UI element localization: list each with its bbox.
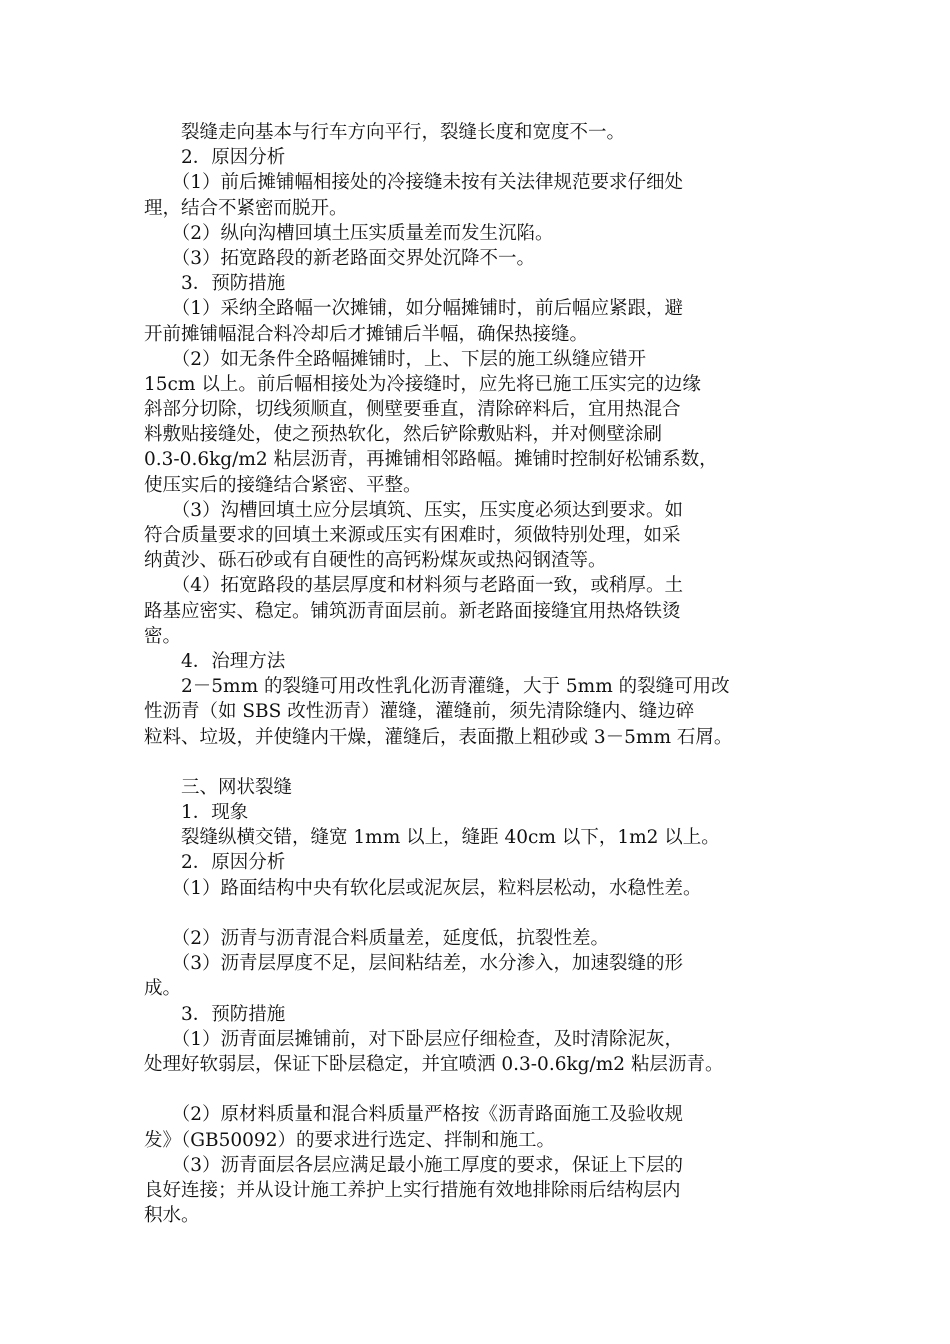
text-line: 0.3-0.6kg/m2 粘层沥青，再摊铺相邻路幅。摊铺时控制好松铺系数， xyxy=(144,449,718,471)
text-line: 性沥青（如 SBS 改性沥青）灌缝，灌缝前，须先清除缝内、缝边碎 xyxy=(144,701,695,723)
text-line: （1）采纳全路幅一次摊铺，如分幅摊铺时，前后幅应紧跟，避 xyxy=(144,298,684,320)
text-line: 粒料、垃圾，并使缝内干燥，灌缝后，表面撒上粗砂或 3－5mm 石屑。 xyxy=(144,726,733,748)
text-line: 符合质量要求的回填土来源或压实有困难时，须做特别处理，如采 xyxy=(144,525,681,546)
text-line: 1．现象 xyxy=(144,802,249,824)
text-line: （4）拓宽路段的基层厚度和材料须与老路面一致，或稍厚。土 xyxy=(144,575,684,597)
text-line: 料敷贴接缝处，使之预热软化，然后铲除敷贴料，并对侧壁涂刷 xyxy=(144,424,663,446)
text-line: 处理好软弱层，保证下卧层稳定，并宜喷洒 0.3-0.6kg/m2 粘层沥青。 xyxy=(144,1053,724,1075)
text-line: （1）前后摊铺幅相接处的冷接缝未按有关法律规范要求仔细处 xyxy=(144,172,684,194)
text-line: 2．原因分析 xyxy=(144,147,286,169)
text-line: 积水。 xyxy=(144,1205,200,1227)
text-line: （3）沟槽回填土应分层填筑、压实，压实度必须达到要求。如 xyxy=(144,499,684,521)
text-line: 3．预防措施 xyxy=(144,1003,286,1025)
blank-line xyxy=(144,901,820,926)
blank-line xyxy=(144,1077,820,1102)
text-line: 良好连接；并从设计施工养护上实行措施有效地排除雨后结构层内 xyxy=(144,1179,681,1201)
text-line: 纳黄沙、砾石砂或有自硬性的高钙粉煤灰或热闷钢渣等。 xyxy=(144,550,607,572)
text-line: 路基应密实、稳定。铺筑沥青面层前。新老路面接缝宜用热烙铁烫 xyxy=(144,600,681,622)
text-line: （2）原材料质量和混合料质量严格按《沥青路面施工及验收规 xyxy=(144,1104,684,1126)
text-line: 密。 xyxy=(144,625,182,647)
text-line: （2）纵向沟槽回填土压实质量差而发生沉陷。 xyxy=(144,222,554,244)
text-line: （2）如无条件全路幅摊铺时，上、下层的施工纵缝应错开 xyxy=(144,348,647,370)
text-line: 斜部分切除，切线须顺直，侧壁要垂直，清除碎料后，宜用热混合 xyxy=(144,399,681,421)
text-line: （1）沥青面层摊铺前，对下卧层应仔细检查，及时清除泥灰， xyxy=(144,1028,684,1050)
text-line: 三、网状裂缝 xyxy=(144,776,293,798)
document-body xyxy=(144,120,820,1228)
text-line: （2）沥青与沥青混合料质量差，延度低，抗裂性差。 xyxy=(144,928,610,949)
text-line: 2－5mm 的裂缝可用改性乳化沥青灌缝，大于 5mm 的裂缝可用改 xyxy=(144,676,730,698)
text-line: （1）路面结构中央有软化层或泥灰层，粒料层松动，水稳性差。 xyxy=(144,877,702,899)
text-line: 发》（GB50092）的要求进行选定、拌制和施工。 xyxy=(144,1129,555,1151)
text-line: 理，结合不紧密而脱开。 xyxy=(144,197,348,219)
text-line: 成。 xyxy=(144,978,182,1000)
text-line: （3）沥青面层各层应满足最小施工厚度的要求，保证上下层的 xyxy=(144,1154,684,1176)
text-line: （3）拓宽路段的新老路面交界处沉降不一。 xyxy=(144,247,536,269)
text-line: 裂缝纵横交错，缝宽 1mm 以上，缝距 40cm 以下，1m2 以上。 xyxy=(144,827,720,849)
text-line: 4．治理方法 xyxy=(144,650,286,672)
text-line: （3）沥青层厚度不足，层间粘结差，水分渗入，加速裂缝的形 xyxy=(144,953,684,975)
text-line: 开前摊铺幅混合料冷却后才摊铺后半幅，确保热接缝。 xyxy=(144,323,589,345)
text-line: 裂缝走向基本与行车方向平行，裂缝长度和宽度不一。 xyxy=(144,122,626,143)
text-line: 3．预防措施 xyxy=(144,273,286,295)
text-line: 15cm 以上。前后幅相接处为冷接缝时，应先将已施工压实完的边缘 xyxy=(144,373,701,395)
text-line: 2．原因分析 xyxy=(144,852,286,874)
blank-line xyxy=(144,750,820,775)
text-line: 使压实后的接缝结合紧密、平整。 xyxy=(144,474,422,496)
